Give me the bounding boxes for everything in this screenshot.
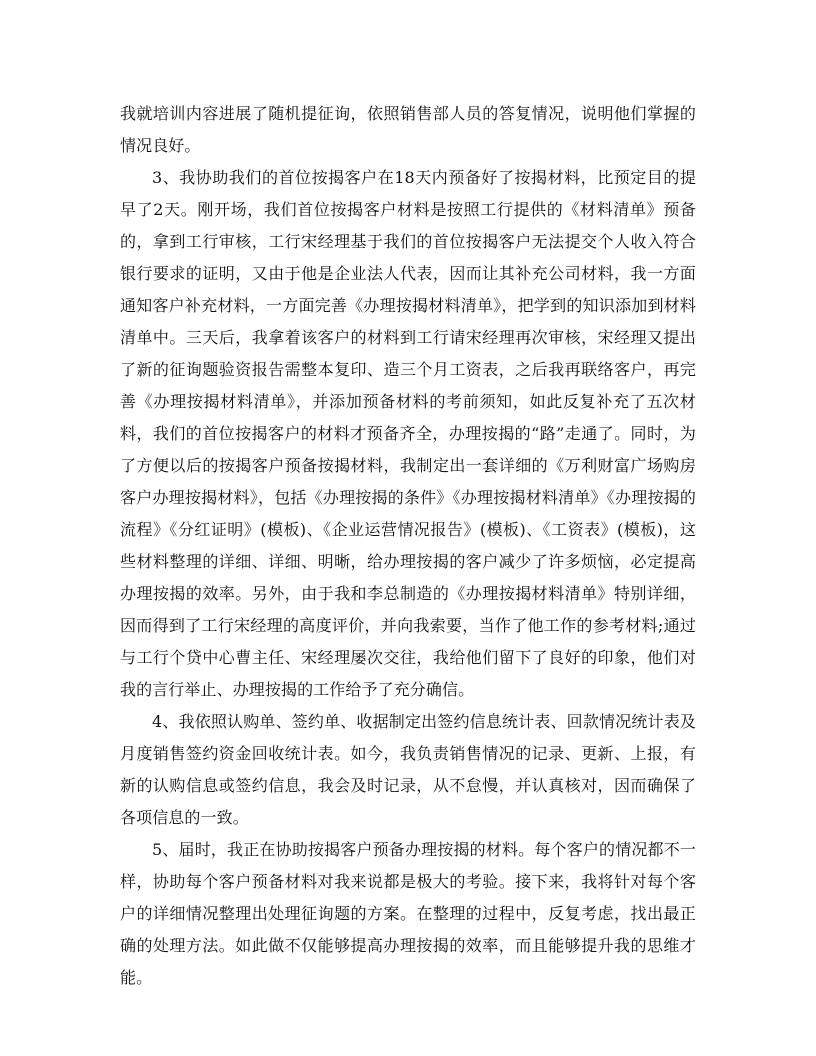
paragraph-continued: 我就培训内容进展了随机提征询，依照销售部人员的答复情况，说明他们掌握的情况良好。 bbox=[120, 104, 696, 155]
paragraph-item-5: 5、届时，我正在协助按揭客户预备办理按揭的材料。每个客户的情况都不一样，协助每个客户预备材料对我来说都是极大的考验。接下来，我将针对每个客户的详细情况整理出处理征询题的方案。在整理的过程中，反复考虑，找出最正确的处理方法。如此做不仅能够提高办理按揭的效率，而且能够提升我的思维才能。 bbox=[120, 840, 696, 987]
document-body bbox=[120, 98, 696, 994]
paragraph-item-3: 3、我协助我们的首位按揭客户在18天内预备好了按揭材料，比预定目的提早了2天。刚开场，我们首位按揭客户材料是按照工行提供的《材料清单》预备的，拿到工行审核，工行宋经理基于我们的首位按揭客户无法提交个人收入符合银行要求的证明，又由于他是企业法人代表，因而让其补充公司材料，我一方面通知客户补充材料，一方面完善《办理按揭材料清单》，把学到的知识添加到材料清单中。三天后，我拿着该客户的材料到工行请宋经理再次审核，宋经理又提出了新的征询题验资报告需整本复印、造三个月工资表，之后我再联络客户，再完善《办理按揭材料清单》，并添加预备材料的考前须知，如此反复补充了五次材料，我们的首位按揭客户的材料才预备齐全，办理按揭的“路”走通了。同时，为了方便以后的按揭客户预备按揭材料，我制定出一套详细的《万利财富广场购房客户办理按揭材料》，包括《办理按揭的条件》《办理按揭材料清单》《办理按揭的流程》《分红证明》(模板)、《企业运营情况报告》(模板)、《工资表》(模板)，这些材料整理的详细、详细、明晰，给办理按揭的客户减少了许多烦恼，必定提高办理按揭的效率。另外，由于我和李总制造的《办理按揭材料清单》特别详细，因而得到了工行宋经理的高度评价，并向我索要，当作了他工作的参考材料;通过与工行个贷中心曹主任、宋经理屡次交往，我给他们留下了良好的印象，他们对我的言行举止、办理按揭的工作给予了充分确信。 bbox=[120, 168, 696, 699]
paragraph-item-4: 4、我依照认购单、签约单、收据制定出签约信息统计表、回款情况统计表及月度销售签约资金回收统计表。如今，我负责销售情况的记录、更新、上报，有新的认购信息或签约信息，我会及时记录，从不怠慢，并认真核对，因而确保了各项信息的一致。 bbox=[120, 712, 696, 827]
